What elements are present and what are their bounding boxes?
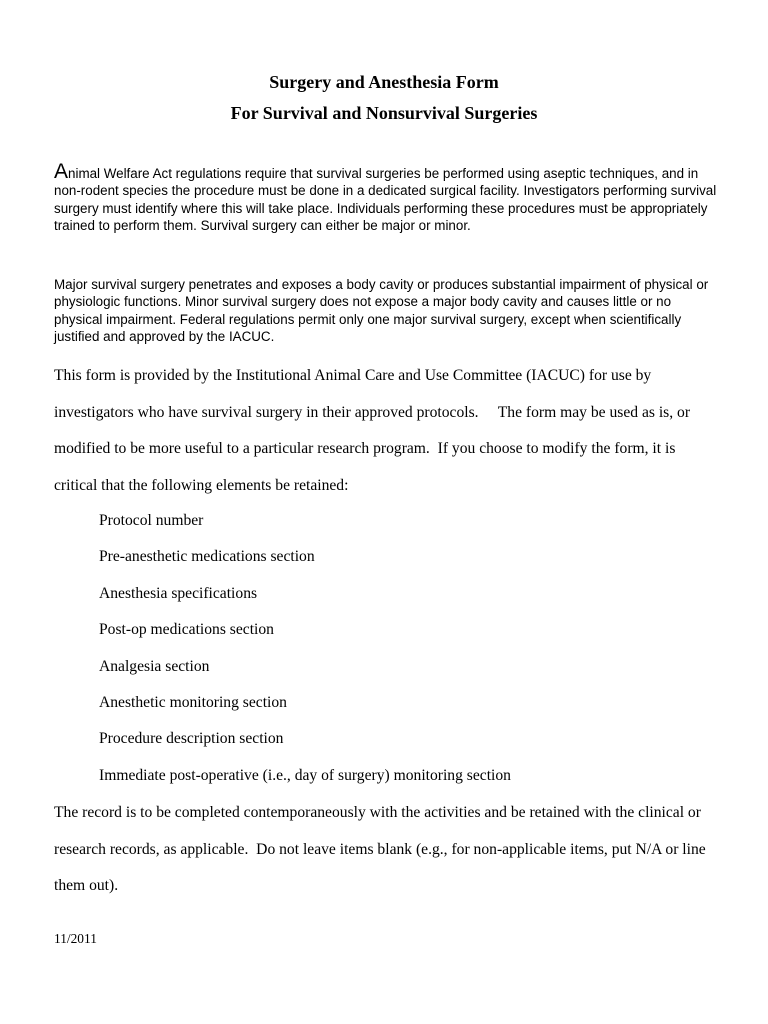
document-title: Surgery and Anesthesia Form [269, 72, 499, 92]
required-elements-list [99, 503, 511, 794]
document-subtitle: For Survival and Nonsurvival Surgeries [230, 103, 538, 123]
list-item: Procedure description section [99, 730, 284, 748]
list-item: Pre-anesthetic medications section [99, 548, 315, 566]
intro-paragraph-text: nimal Welfare Act regulations require that survival surgeries be performed using aseptic techniques, and in non-rodent species the procedure must be done in a dedicated surgical facility. Investigators performing survival surgery must identify where this will take place. Individuals performing these procedures must be appropriately trained to perform them. Survival surgery can either be major or minor. [54, 166, 717, 233]
list-item: Immediate post-operative (i.e., day of surgery) monitoring section [99, 766, 511, 784]
record-paragraph: The record is to be completed contemporaneously with the activities and be retained with the clinical or research records, as applicable. Do not leave items blank (e.g., for non-applicable items, put N/A or line them out). [54, 804, 710, 895]
list-item: Analgesia section [99, 657, 210, 675]
intro-paragraph [54, 160, 719, 234]
form-purpose-paragraph: This form is provided by the Institutional Animal Care and Use Committee (IACUC) for use by investigators who have survival surgery in their approved protocols. The form may be used as is, or modified to be more useful to a particular research program. If you choose to modify the form, it is critical that the following elements be retained: [54, 367, 694, 495]
intro-dropcap: A [54, 160, 69, 183]
list-item: Anesthetic monitoring section [99, 694, 287, 712]
major-minor-paragraph: Major survival surgery penetrates and exposes a body cavity or produces substantial impairment of physical or physiologic functions. Minor survival surgery does not expose a major body cavity and causes little or no physical impairment. Federal regulations permit only one major survival surgery, except when scientifically justified and approved by the IACUC. [54, 277, 709, 344]
footer-date: 11/2011 [54, 931, 97, 946]
list-item: Anesthesia specifications [99, 584, 258, 602]
list-item: Post-op medications section [99, 621, 274, 639]
list-item: Protocol number [99, 512, 204, 529]
